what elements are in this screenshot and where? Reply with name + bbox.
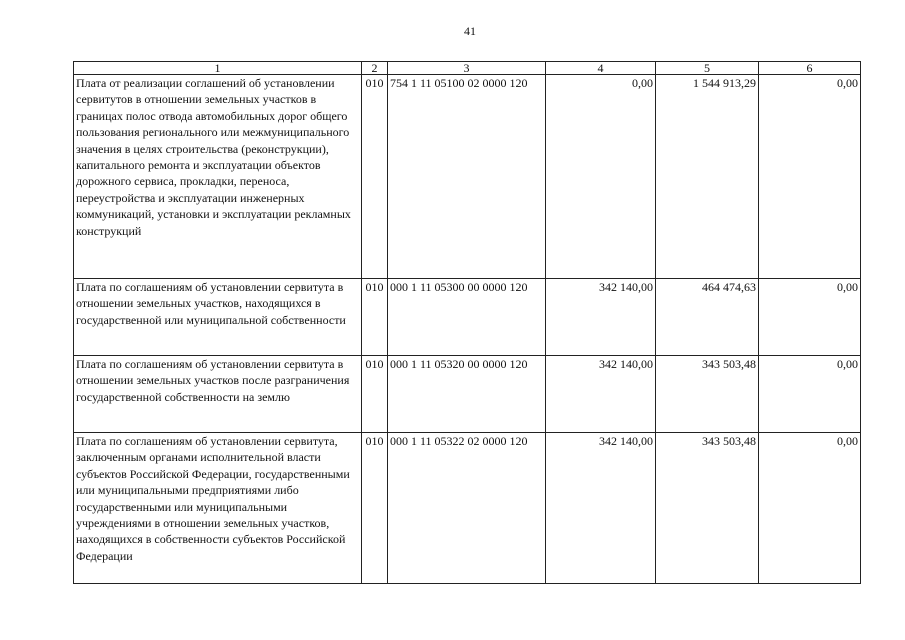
row-value-col4: 342 140,00 [546, 433, 656, 584]
row-admin-code: 010 [362, 279, 388, 356]
row-value-col4: 342 140,00 [546, 279, 656, 356]
page-number: 41 [464, 24, 476, 38]
table-row [74, 75, 861, 279]
row-value-col5: 1 544 913,29 [656, 75, 759, 279]
row-value-col5: 464 474,63 [656, 279, 759, 356]
column-header-2: 2 [362, 62, 388, 75]
row-value-col5: 343 503,48 [656, 356, 759, 433]
table-row [74, 433, 861, 584]
row-description: Плата по соглашениям об установлении сервитута в отношении земельных участков после разграничения государственной собственности на землю [74, 356, 362, 433]
row-budget-code: 000 1 11 05300 00 0000 120 [388, 279, 546, 356]
row-value-col6: 0,00 [759, 433, 861, 584]
column-header-1: 1 [74, 62, 362, 75]
table-row [74, 279, 861, 356]
row-value-col5: 343 503,48 [656, 433, 759, 584]
row-admin-code: 010 [362, 75, 388, 279]
row-value-col6: 0,00 [759, 75, 861, 279]
row-budget-code: 000 1 11 05322 02 0000 120 [388, 433, 546, 584]
table-row [74, 356, 861, 433]
row-value-col4: 0,00 [546, 75, 656, 279]
row-value-col6: 0,00 [759, 356, 861, 433]
header-row [74, 62, 861, 75]
row-description: Плата от реализации соглашений об установлении сервитутов в отношении земельных участков в границах полос отвода автомобильных дорог общего пользования регионального или межмуниципального значения в целях строительства (реконструкции), капитального ремонта и эксплуатации объектов дорожного сервиса, прокладки, переноса, переустройства и эксплуатации инженерных коммуникаций, установки и эксплуатации рекламных конструкций [74, 75, 362, 279]
column-header-4: 4 [546, 62, 656, 75]
row-description: Плата по соглашениям об установлении сервитута, заключенным органами исполнительной власти субъектов Российской Федерации, государственными или муниципальными предприятиями либо государственными или муниципальными учреждениями в отношении земельных участков, находящихся в собственности субъектов Российской Федерации [74, 433, 362, 584]
row-value-col6: 0,00 [759, 279, 861, 356]
row-admin-code: 010 [362, 356, 388, 433]
column-header-3: 3 [388, 62, 546, 75]
row-description: Плата по соглашениям об установлении сервитута в отношении земельных участков, находящихся в государственной или муниципальной собственности [74, 279, 362, 356]
column-header-5: 5 [656, 62, 759, 75]
row-budget-code: 754 1 11 05100 02 0000 120 [388, 75, 546, 279]
row-value-col4: 342 140,00 [546, 356, 656, 433]
row-admin-code: 010 [362, 433, 388, 584]
row-budget-code: 000 1 11 05320 00 0000 120 [388, 356, 546, 433]
revenue-table [73, 61, 861, 584]
column-header-6: 6 [759, 62, 861, 75]
